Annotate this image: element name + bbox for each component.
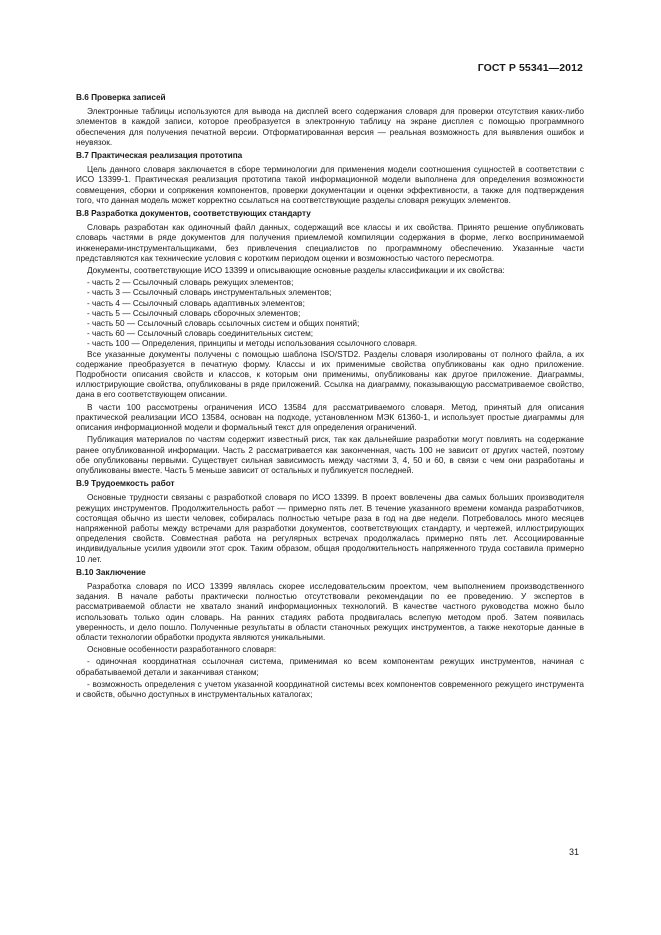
section-heading: В.8 Разработка документов, соответствующих стандарту <box>76 209 311 219</box>
section <box>76 93 584 148</box>
paragraph: Документы, соответствующие ИСО 13399 и описывающие основные разделы классификации и их свойства: <box>87 266 505 276</box>
paragraph: В части 100 рассмотрены ограничения ИСО 13584 для рассматриваемого словаря. Метод, принятый для описания практической реализации ИСО 13584, основан на подходе, установленном МЭК 61360-1, и использует простые диаграммы для описания информационной модели и формальный текст для определения ограничений. <box>76 402 584 433</box>
section-heading: В.6 Проверка записей <box>76 93 166 102</box>
paragraph: Цель данного словаря заключается в сборе терминологии для применения модели соотношения сущностей в соответствии с ИСО 13399-1. Практическая реализация прототипа такой информационной модели выполнена для определения возможности совмещения, сборки и сопряжения компонентов, проверки документации и оценки эффективности, а также для подтверждения того, что данная модель может корректно ссылаться на соответствующие разделы словаря режущих элементов. <box>76 165 584 205</box>
paragraph: Публикация материалов по частям содержит известный риск, так как дальнейшие разработки могут повлиять на содержание ранее опубликованной информации. Часть 2 рассматривается как законченная, часть 100 не зависит от других частей, поэтому обе опубликованы первыми. Существует сильная зависимость между частями 3, 4, 50 и 60, в связи с чем они разработаны и опубликованы вместе. Часть 5 меньше зависит от остальных и публикуется последней. <box>76 435 584 475</box>
list-item: - часть 3 — Ссылочный словарь инструментальных элементов; <box>87 288 332 298</box>
paragraph: - одиночная координатная ссылочная система, применимая ко всем компонентам режущих инструментов, начиная с обрабатываемой детали и заканчивая станком; <box>76 657 584 677</box>
paragraph: - возможность определения с учетом указанной координатной системы всех компонентов современного режущего инструмента и свойств, обычно доступных в инструментальных каталогах; <box>76 679 584 699</box>
paragraph: Словарь разработан как одиночный файл данных, содержащий все классы и их свойства. Принято решение опубликовать словарь частями в ряде документов для получения приемлемой компиляции содержания в форме, легко воспринимаемой инженерами-инструментальщиками, без привлечения специалистов по программному обеспечению. Указанные части представляются как технические условия с коротким периодом оценки и возможностью частого пересмотра. <box>76 223 584 263</box>
section-heading: В.7 Практическая реализация прототипа <box>76 151 243 161</box>
section <box>76 209 584 476</box>
paragraph: Основные особенности разработанного словаря: <box>87 645 277 655</box>
section-heading: В.10 Заключение <box>76 567 146 577</box>
section-heading: В.9 Трудоемкость работ <box>76 479 175 489</box>
list-item: - часть 50 — Ссылочный словарь ссылочных систем и общих понятий; <box>87 319 360 329</box>
section <box>76 151 584 206</box>
paragraph: Электронные таблицы используются для вывода на дисплей всего содержания словаря для проверки отсутствия каких-либо элементов в каждой записи, которое преобразуется в электронную таблицу на экране дисплея с помощью программного обеспечения для получения печатной версии. Отформатированная версия — реальная возможность для выявления ошибок и неувязок. <box>76 107 584 147</box>
page-number: 31 <box>568 847 579 857</box>
document-code-header: ГОСТ Р 55341—2012 <box>477 62 583 74</box>
list-item: - часть 2 — Ссылочный словарь режущих элементов; <box>87 278 294 288</box>
list-item: - часть 4 — Ссылочный словарь адаптивных элементов; <box>87 298 305 308</box>
paragraph: Все указанные документы получены с помощью шаблона ISO/STD2. Разделы словаря изолированы от полного файла, а их содержание преобразуется в печатную форму. Классы и их применимые свойства опубликованы как одно приложение. Подробности описания свойств и классов, к которым они применимы, опубликованы как другое приложение. Диаграммы, иллюстрирующие свойства, опубликованы в ряде приложений. Ссылка на диаграмму, показывающую рассматриваемое свойство, дана в его соответствующем описании. <box>76 349 584 400</box>
list-item: - часть 100 — Определения, принципы и методы использования ссылочного словаря. <box>87 339 418 349</box>
document-body <box>76 93 584 702</box>
paragraph: Основные трудности связаны с разработкой словаря по ИСО 13399. В проект вовлечены два самых больших производителя режущих инструментов. Продолжительность работ — примерно пять лет. В течение указанного времени команда разработчиков, состоящая обычно из шести человек, собиралась полностью четыре раза в год на две недели. Потребовалось много месяцев напряженной работы между встречами для разработки документов, соответствующих стандарту, и чертежей, иллюстрирующих определения свойств. Совместная работа на регулярных встречах продолжалась примерно пять лет. Ассоциированные индивидуальные усилия удвоили этот срок. Таким образом, общая продолжительность напряженного труда составила примерно 10 лет. <box>76 493 584 564</box>
list-item: - часть 5 — Ссылочный словарь сборочных элементов; <box>87 308 301 318</box>
section <box>76 568 584 700</box>
paragraph: Разработка словаря по ИСО 13399 являлась скорее исследовательским проектом, чем выполнением производственного задания. В начале работы практически полностью отсутствовали рекомендации по ее проведению. У экспертов в рассматриваемой области не хватало знаний информационных технологий. В качестве частного руководства можно было использовать только один словарь. На ранних стадиях работа продвигалась вслепую методом проб. Затем появилась уверенность, и дело пошло. Полученные результаты в области станочных режущих инструментов, а также некоторые данные в области технологии обработки продукта являются уникальными. <box>76 581 584 642</box>
section <box>76 479 584 565</box>
list-item: - часть 60 — Ссылочный словарь соединительных систем; <box>87 329 314 339</box>
